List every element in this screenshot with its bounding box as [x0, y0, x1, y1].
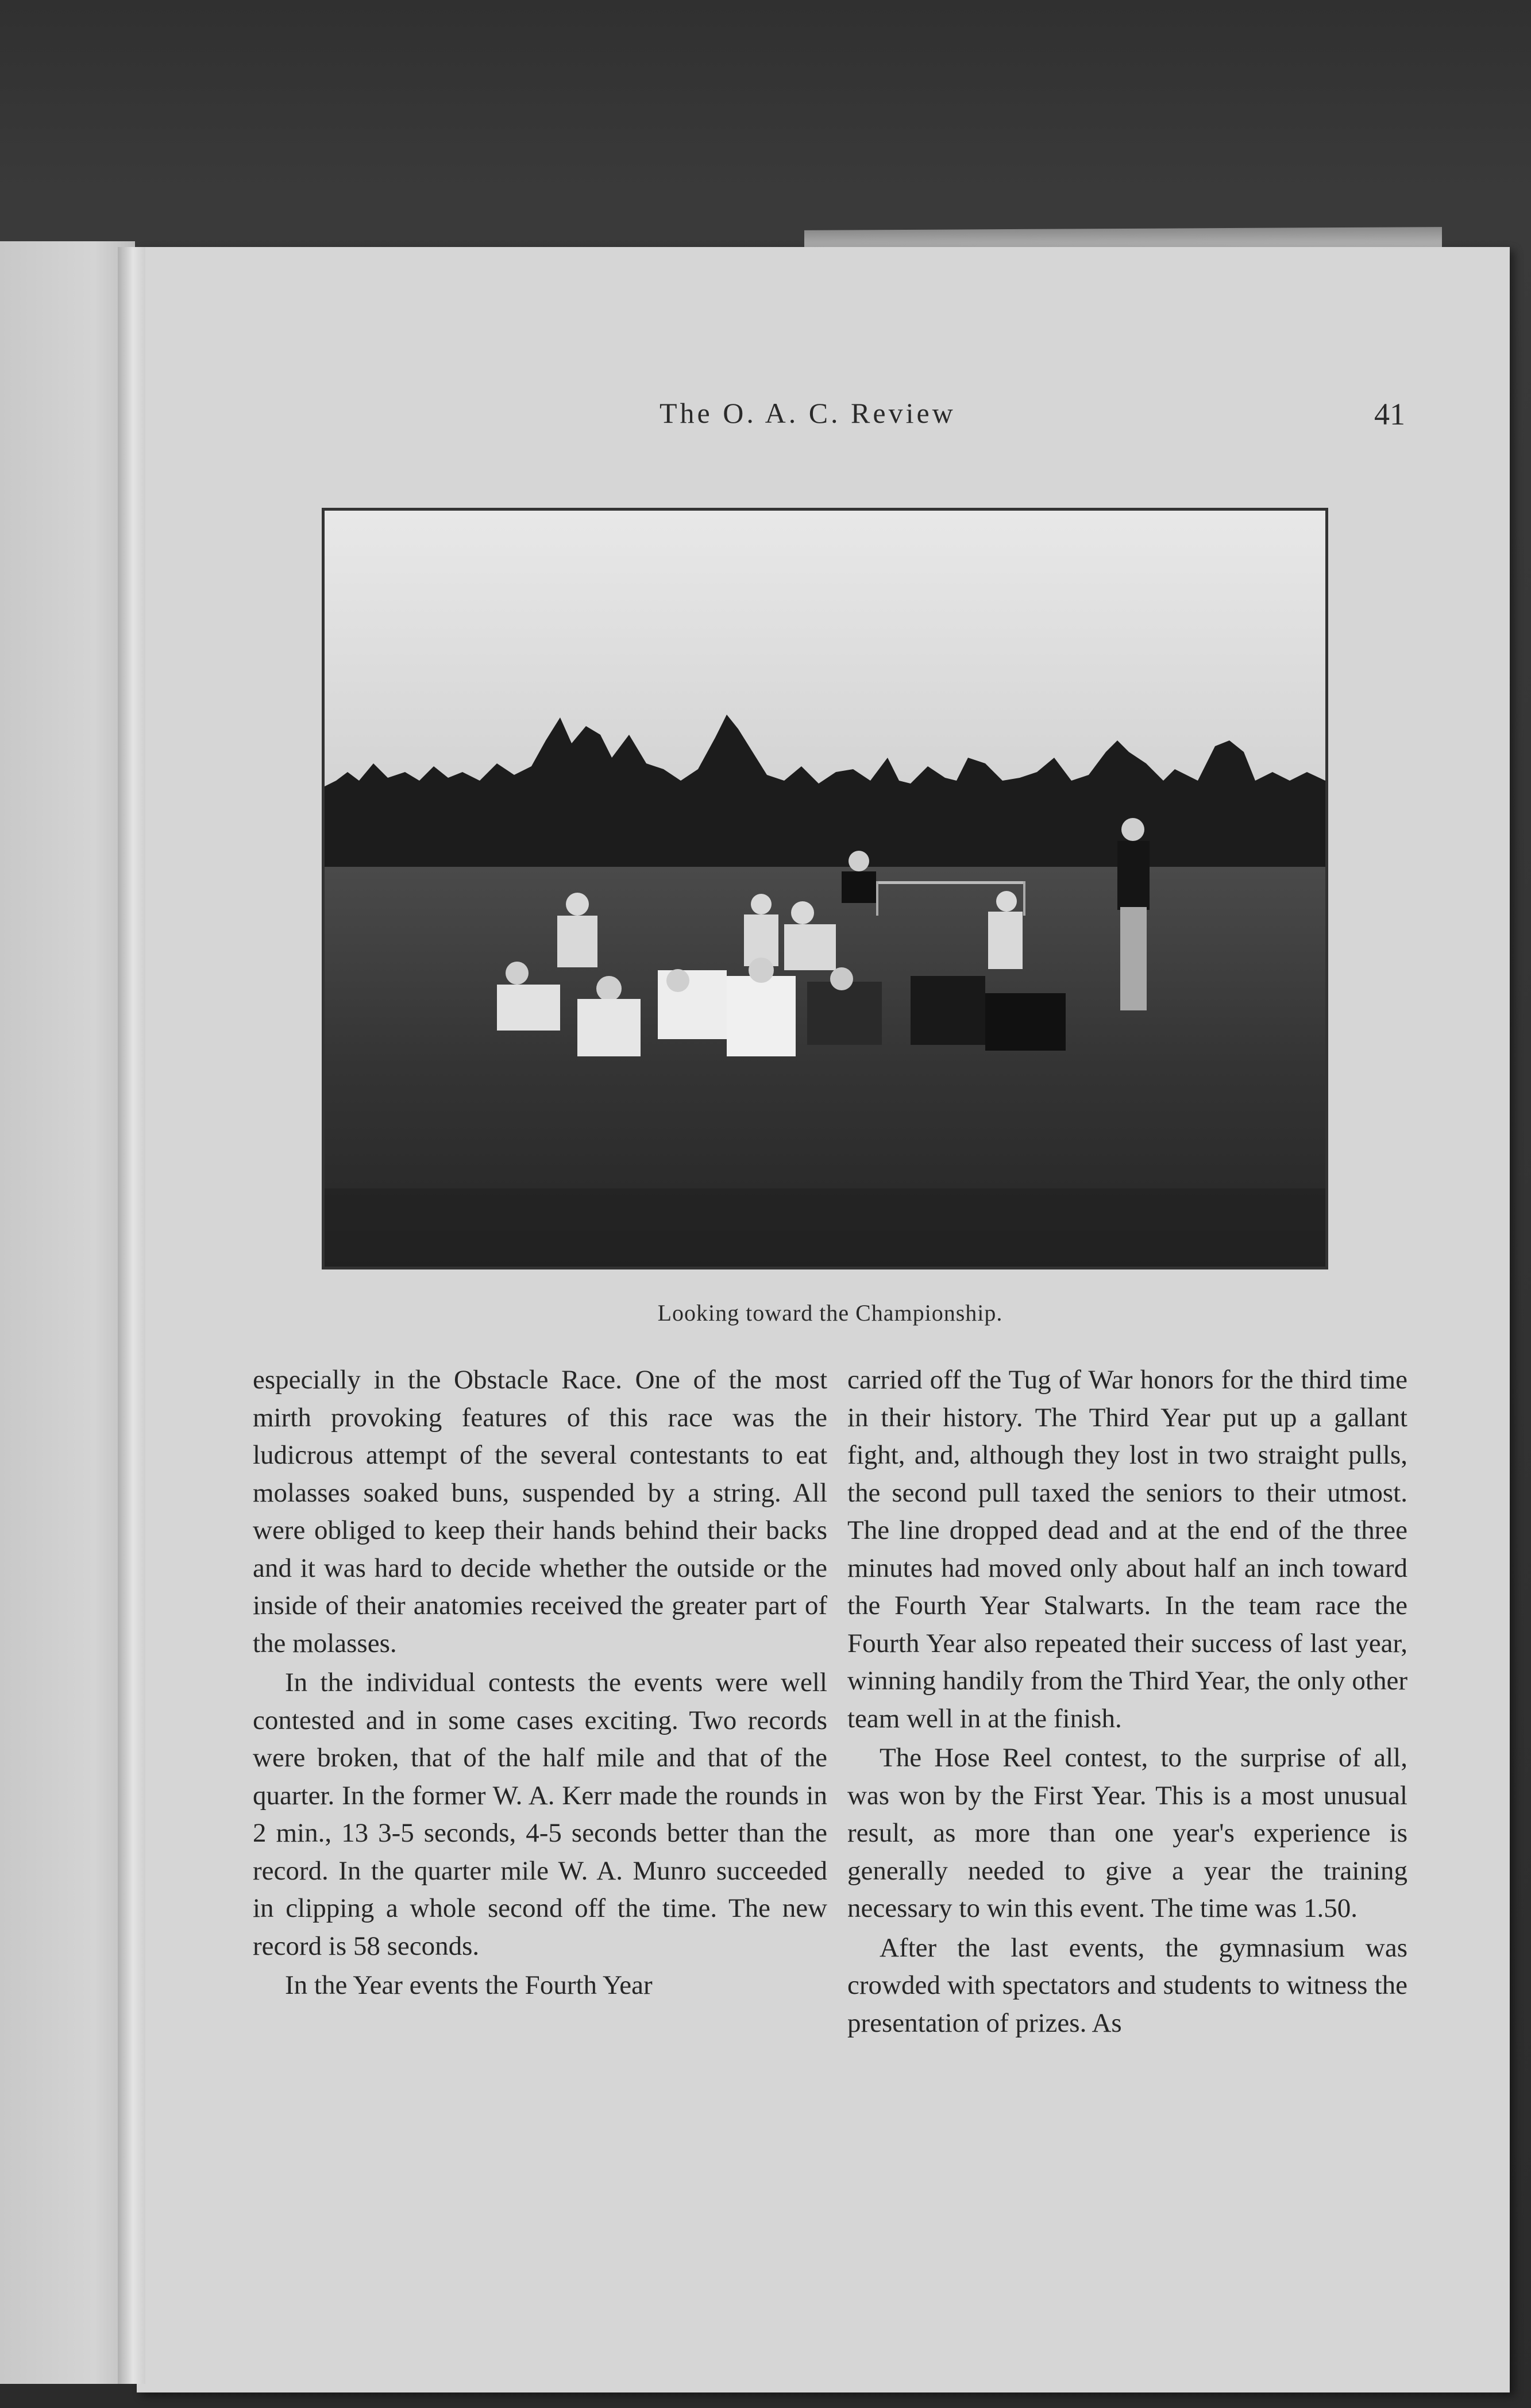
text-column-left [253, 1361, 827, 2006]
journal-title: The O. A. C. Review [660, 397, 956, 429]
text-column-right [847, 1361, 1407, 2044]
football-team-photo [325, 511, 1325, 1267]
goal-post [1023, 881, 1025, 916]
paragraph: The Hose Reel contest, to the surprise of all, was won by the First Year. This is a most unusual result, as more than one year's experience is generally needed to give a year the training necessary to win this event. The time was 1.50. [847, 1743, 1407, 1923]
paragraph: especially in the Obstacle Race. One of the most mirth provoking features of this race was the ludicrous attempt of the several contestants to eat molasses soaked buns, suspended by a string. All were obliged to keep their hands behind their backs and it was hard to decide whether the outside or the inside of their anatomies received the greater part of the molasses. [253, 1365, 827, 1658]
goal-crossbar [876, 881, 1025, 884]
paragraph: In the Year events the Fourth Year [285, 1970, 653, 2000]
paragraph: After the last events, the gymnasium was crowded with spectators and students to witness the presentation of prizes. As [847, 1932, 1407, 2038]
goal-post [876, 881, 878, 916]
sky [325, 511, 1325, 809]
figure-caption: Looking toward the Championship. [657, 1300, 1003, 1326]
paragraph: carried off the Tug of War honors for the third time in their history. The Third Year put up a gallant fight, and, although they lost in two straight pulls, the second pull taxed the seniors to their utmost. The line dropped dead and at the end of the three minutes had moved only about half an inch toward the Fourth Year Stalwarts. In the team race the Fourth Year also repeated their success of last year, winning handily from the Third Year, the only other team well in at the finish. [847, 1365, 1407, 1734]
halftone-photograph [322, 508, 1328, 1269]
running-head [0, 396, 1531, 437]
page-number: 41 [1374, 397, 1405, 431]
paragraph: In the individual contests the events were well contested and in some cases exciting. Two records were broken, that of the half mile and that of the quarter. In the former W. A. Kerr made the rounds in 2 min., 13 3-5 seconds, 4-5 seconds better than the record. In the quarter mile W. A. Munro succeeded in clipping a whole second off the time. The new record is 58 seconds. [253, 1668, 827, 1961]
foreground-grass [325, 1188, 1325, 1267]
standing-coach [1117, 818, 1150, 1010]
